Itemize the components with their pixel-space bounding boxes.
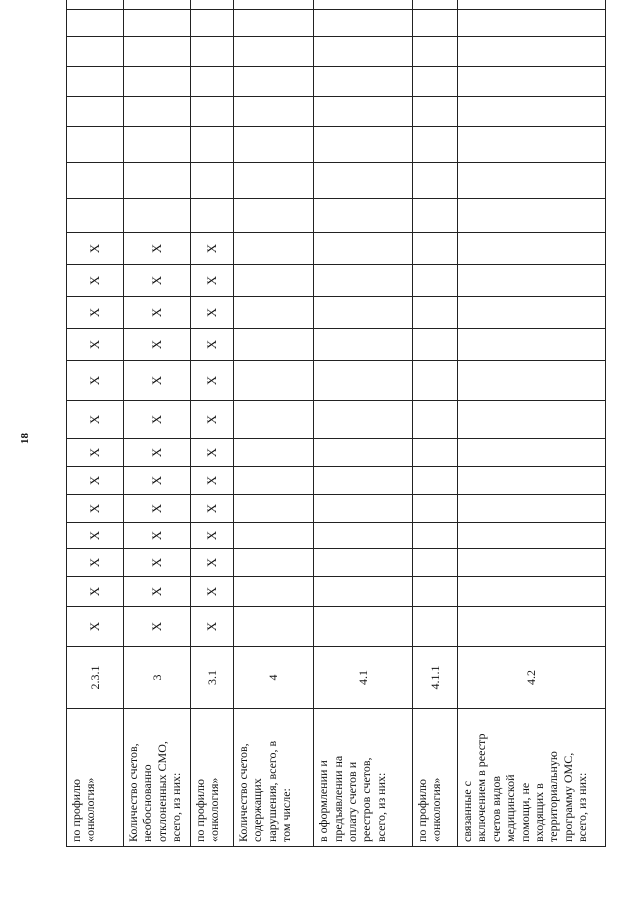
x-mark-cell: X — [190, 265, 233, 297]
empty-cell — [190, 163, 233, 199]
empty-cell — [457, 97, 605, 127]
empty-cell — [314, 439, 413, 467]
x-mark-cell: X — [123, 401, 190, 439]
empty-cell — [314, 67, 413, 97]
x-mark-cell: X — [67, 577, 124, 607]
empty-cell — [67, 163, 124, 199]
empty-cell — [314, 265, 413, 297]
empty-cell — [457, 401, 605, 439]
table-row — [190, 0, 233, 847]
empty-cell — [233, 37, 313, 67]
x-mark-cell: X — [190, 467, 233, 495]
empty-cell — [123, 10, 190, 37]
empty-cell — [190, 199, 233, 233]
empty-cell — [190, 127, 233, 163]
empty-cell — [412, 67, 457, 97]
empty-cell — [190, 0, 233, 10]
empty-cell — [314, 401, 413, 439]
report-table-rotated — [66, 32, 606, 847]
empty-cell — [457, 233, 605, 265]
table-row — [314, 0, 413, 847]
empty-cell — [412, 495, 457, 523]
x-mark-cell: X — [67, 401, 124, 439]
x-mark-cell: X — [123, 329, 190, 361]
report-table — [66, 0, 606, 847]
empty-cell — [123, 37, 190, 67]
empty-cell — [457, 10, 605, 37]
empty-cell — [457, 577, 605, 607]
empty-cell — [233, 97, 313, 127]
empty-cell — [457, 607, 605, 647]
empty-cell — [412, 401, 457, 439]
empty-cell — [233, 523, 313, 549]
empty-cell — [412, 297, 457, 329]
empty-cell — [123, 127, 190, 163]
empty-cell — [412, 233, 457, 265]
row-code-cell: 4.1 — [314, 647, 413, 709]
empty-cell — [412, 265, 457, 297]
row-code-cell: 2.3.1 — [67, 647, 124, 709]
empty-cell — [314, 495, 413, 523]
empty-cell — [412, 199, 457, 233]
x-mark-cell: X — [190, 297, 233, 329]
empty-cell — [314, 523, 413, 549]
empty-cell — [314, 37, 413, 67]
empty-cell — [457, 265, 605, 297]
empty-cell — [233, 67, 313, 97]
x-mark-cell: X — [67, 467, 124, 495]
empty-cell — [457, 37, 605, 67]
empty-cell — [412, 163, 457, 199]
row-code-cell: 4.1.1 — [412, 647, 457, 709]
empty-cell — [233, 577, 313, 607]
empty-cell — [457, 0, 605, 10]
empty-cell — [412, 0, 457, 10]
empty-cell — [233, 127, 313, 163]
empty-cell — [314, 233, 413, 265]
empty-cell — [457, 127, 605, 163]
empty-cell — [412, 607, 457, 647]
empty-cell — [314, 163, 413, 199]
x-mark-cell: X — [67, 265, 124, 297]
row-code-cell: 3 — [123, 647, 190, 709]
empty-cell — [233, 439, 313, 467]
x-mark-cell: X — [190, 549, 233, 577]
row-name-cell: связанные с включением в реестр счетов видов медицинской помощи, не входящих в территориальную программу ОМС, всего, из них: — [457, 709, 605, 847]
empty-cell — [233, 361, 313, 401]
empty-cell — [233, 607, 313, 647]
x-mark-cell: X — [123, 549, 190, 577]
empty-cell — [314, 0, 413, 10]
empty-cell — [412, 361, 457, 401]
empty-cell — [233, 0, 313, 10]
empty-cell — [412, 37, 457, 67]
empty-cell — [67, 199, 124, 233]
table-row — [412, 0, 457, 847]
table-row — [457, 0, 605, 847]
empty-cell — [457, 523, 605, 549]
empty-cell — [457, 549, 605, 577]
empty-cell — [123, 97, 190, 127]
empty-cell — [314, 361, 413, 401]
empty-cell — [457, 67, 605, 97]
empty-cell — [67, 37, 124, 67]
x-mark-cell: X — [123, 265, 190, 297]
empty-cell — [233, 495, 313, 523]
empty-cell — [190, 97, 233, 127]
x-mark-cell: X — [123, 495, 190, 523]
empty-cell — [233, 329, 313, 361]
empty-cell — [457, 163, 605, 199]
table-row — [123, 0, 190, 847]
x-mark-cell: X — [67, 523, 124, 549]
row-name-cell: по профилю «онкология» — [67, 709, 124, 847]
x-mark-cell: X — [123, 523, 190, 549]
x-mark-cell: X — [190, 495, 233, 523]
row-name-cell: Количество счетов, необоснованно отклоненных СМО, всего, из них: — [123, 709, 190, 847]
x-mark-cell: X — [190, 577, 233, 607]
table-row — [233, 0, 313, 847]
empty-cell — [457, 439, 605, 467]
empty-cell — [190, 37, 233, 67]
empty-cell — [457, 467, 605, 495]
empty-cell — [233, 297, 313, 329]
empty-cell — [314, 199, 413, 233]
row-name-cell: по профилю «онкология» — [412, 709, 457, 847]
empty-cell — [412, 10, 457, 37]
empty-cell — [67, 67, 124, 97]
empty-cell — [412, 467, 457, 495]
empty-cell — [412, 549, 457, 577]
x-mark-cell: X — [123, 607, 190, 647]
x-mark-cell: X — [67, 607, 124, 647]
x-mark-cell: X — [123, 439, 190, 467]
x-mark-cell: X — [190, 329, 233, 361]
x-mark-cell: X — [123, 361, 190, 401]
x-mark-cell: X — [190, 361, 233, 401]
empty-cell — [233, 233, 313, 265]
x-mark-cell: X — [67, 439, 124, 467]
empty-cell — [412, 523, 457, 549]
empty-cell — [233, 549, 313, 577]
empty-cell — [190, 67, 233, 97]
empty-cell — [233, 467, 313, 495]
empty-cell — [314, 97, 413, 127]
x-mark-cell: X — [123, 467, 190, 495]
x-mark-cell: X — [190, 523, 233, 549]
x-mark-cell: X — [123, 297, 190, 329]
x-mark-cell: X — [190, 607, 233, 647]
x-mark-cell: X — [190, 439, 233, 467]
x-mark-cell: X — [67, 297, 124, 329]
empty-cell — [67, 127, 124, 163]
row-code-cell: 3.1 — [190, 647, 233, 709]
empty-cell — [314, 577, 413, 607]
empty-cell — [412, 97, 457, 127]
empty-cell — [412, 329, 457, 361]
empty-cell — [190, 10, 233, 37]
x-mark-cell: X — [67, 361, 124, 401]
empty-cell — [123, 67, 190, 97]
empty-cell — [314, 467, 413, 495]
empty-cell — [412, 577, 457, 607]
empty-cell — [233, 265, 313, 297]
empty-cell — [123, 199, 190, 233]
empty-cell — [67, 97, 124, 127]
empty-cell — [67, 0, 124, 10]
x-mark-cell: X — [67, 549, 124, 577]
row-code-cell: 4 — [233, 647, 313, 709]
empty-cell — [314, 127, 413, 163]
empty-cell — [123, 163, 190, 199]
x-mark-cell: X — [123, 577, 190, 607]
x-mark-cell: X — [67, 495, 124, 523]
empty-cell — [314, 549, 413, 577]
empty-cell — [457, 297, 605, 329]
empty-cell — [314, 297, 413, 329]
row-code-cell: 4.2 — [457, 647, 605, 709]
empty-cell — [233, 401, 313, 439]
empty-cell — [314, 329, 413, 361]
x-mark-cell: X — [67, 233, 124, 265]
empty-cell — [233, 10, 313, 37]
empty-cell — [412, 127, 457, 163]
x-mark-cell: X — [123, 233, 190, 265]
table-row — [67, 0, 124, 847]
empty-cell — [457, 361, 605, 401]
empty-cell — [67, 10, 124, 37]
empty-cell — [457, 329, 605, 361]
x-mark-cell: X — [190, 401, 233, 439]
row-name-cell: по профилю «онкология» — [190, 709, 233, 847]
empty-cell — [123, 0, 190, 10]
page-number: 18 — [19, 433, 31, 444]
x-mark-cell: X — [190, 233, 233, 265]
empty-cell — [233, 163, 313, 199]
empty-cell — [314, 607, 413, 647]
empty-cell — [233, 199, 313, 233]
row-name-cell: в оформлении и предъявлении на оплату счетов и реестров счетов, всего, из них: — [314, 709, 413, 847]
empty-cell — [457, 495, 605, 523]
empty-cell — [412, 439, 457, 467]
empty-cell — [314, 10, 413, 37]
row-name-cell: Количество счетов, содержащих нарушения, всего, в том числе: — [233, 709, 313, 847]
empty-cell — [457, 199, 605, 233]
x-mark-cell: X — [67, 329, 124, 361]
